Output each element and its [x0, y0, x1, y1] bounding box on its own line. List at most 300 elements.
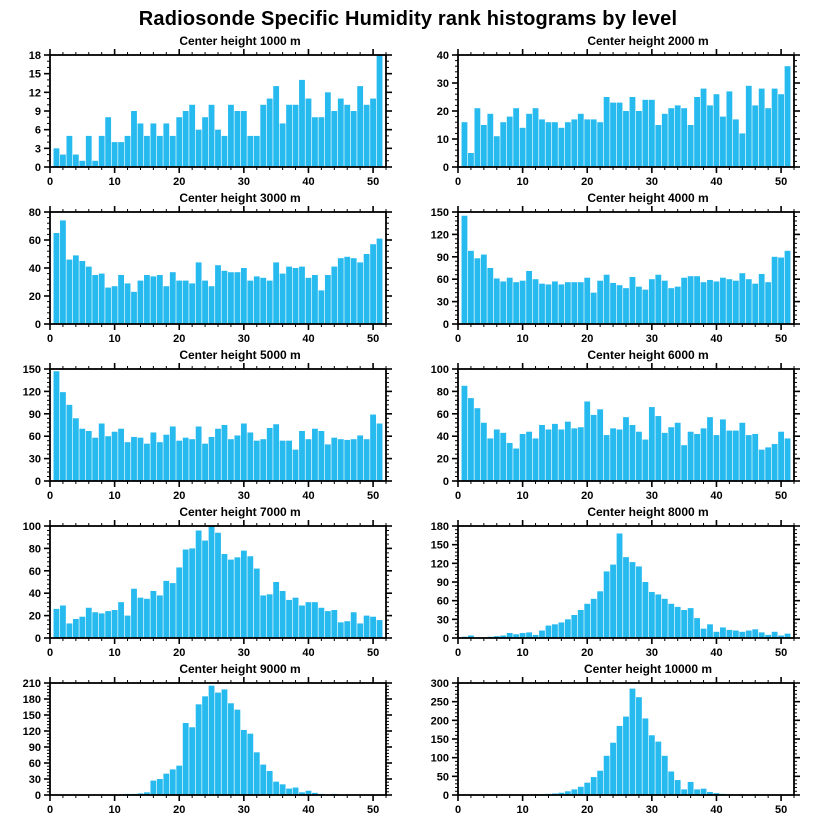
histogram-bar: [597, 122, 603, 167]
histogram-bar: [86, 608, 92, 638]
histogram-bar: [209, 105, 215, 167]
histogram-bar: [701, 789, 707, 795]
x-tick-label: 30: [237, 804, 250, 816]
histogram-bar: [558, 622, 564, 638]
histogram-bar: [157, 275, 163, 324]
histogram-bar: [513, 282, 519, 324]
histogram-bar: [533, 108, 539, 167]
histogram-bar: [733, 631, 739, 638]
histogram-bar: [681, 610, 687, 638]
histogram-bar: [500, 433, 506, 481]
histogram-bar: [617, 429, 623, 481]
histogram-bar: [714, 632, 720, 638]
histogram-bar: [701, 282, 707, 324]
histogram-bar: [351, 111, 357, 167]
histogram-bar: [507, 278, 513, 324]
histogram-bar: [513, 108, 519, 167]
y-tick-label: 0: [442, 790, 449, 802]
histogram-bar: [604, 571, 610, 638]
histogram-bar: [772, 632, 778, 638]
histogram-bar: [370, 617, 376, 638]
histogram-plot: [0, 49, 400, 189]
histogram-bar: [163, 123, 169, 167]
histogram-bar: [701, 428, 707, 481]
histogram-bar: [584, 401, 590, 481]
y-tick-label: 9: [34, 106, 41, 118]
histogram-bar: [234, 111, 240, 167]
histogram-bar: [254, 441, 260, 481]
histogram-bar: [79, 161, 85, 167]
histogram-bar: [642, 718, 648, 795]
histogram-bar: [79, 617, 85, 638]
y-tick-label: 90: [28, 408, 41, 421]
x-tick-label: 30: [645, 804, 658, 816]
histogram-bar: [157, 779, 163, 795]
histogram-bar: [694, 618, 700, 638]
histogram-bar: [99, 613, 105, 638]
histogram-bar: [60, 606, 66, 638]
histogram-bar: [293, 598, 299, 638]
histogram-bar: [170, 583, 176, 638]
x-tick-label: 40: [302, 333, 315, 345]
histogram-bar: [73, 155, 79, 167]
histogram-bar: [597, 409, 603, 481]
bars: [54, 220, 383, 324]
x-tick-label: 30: [645, 333, 658, 345]
x-tick-label: 10: [108, 490, 121, 502]
bars: [54, 55, 383, 167]
bars: [462, 66, 791, 167]
histogram-bar: [765, 282, 771, 324]
histogram-bar: [222, 136, 228, 167]
histogram-bar: [688, 276, 694, 324]
histogram-bar: [183, 111, 189, 167]
histogram-bar: [617, 726, 623, 795]
histogram-bar: [694, 97, 700, 167]
histogram-bar: [597, 591, 603, 638]
histogram-bar: [726, 630, 732, 638]
x-tick-label: 50: [774, 176, 788, 188]
y-tick-label: 100: [430, 364, 449, 376]
histogram-bar: [280, 591, 286, 638]
y-tick-label: 20: [436, 453, 449, 466]
histogram-bar: [597, 771, 603, 795]
y-tick-label: 150: [430, 539, 449, 552]
histogram-bar: [312, 275, 318, 324]
histogram-bar: [286, 600, 292, 638]
histogram-bar: [636, 697, 642, 795]
histogram-bar: [286, 105, 292, 167]
x-tick-label: 10: [108, 804, 121, 816]
histogram-bar: [202, 117, 208, 167]
histogram-bar: [765, 108, 771, 167]
histogram-bar: [254, 752, 260, 795]
histogram-bar: [170, 769, 176, 795]
histogram-bar: [617, 103, 623, 167]
x-tick-label: 30: [237, 490, 250, 502]
histogram-bar: [189, 283, 195, 324]
histogram-bar: [462, 122, 468, 167]
histogram-bar: [759, 89, 765, 167]
histogram-bar: [299, 80, 305, 167]
histogram-bar: [99, 424, 105, 481]
histogram-bar: [222, 425, 228, 481]
histogram-bar: [351, 258, 357, 324]
subplot-6000m: [408, 348, 816, 505]
histogram-bar: [636, 111, 642, 167]
histogram-bar: [364, 616, 370, 638]
histogram-bar: [377, 55, 383, 167]
histogram-bar: [241, 111, 247, 167]
x-tick-label: 0: [46, 647, 54, 659]
histogram-bar: [86, 431, 92, 481]
histogram-bar: [247, 281, 253, 324]
x-tick-label: 20: [581, 647, 594, 659]
histogram-bar: [157, 136, 163, 167]
histogram-bar: [150, 432, 156, 481]
histogram-bar: [617, 285, 623, 324]
histogram-bar: [118, 602, 124, 638]
y-tick-label: 60: [436, 274, 449, 287]
histogram-bar: [344, 257, 350, 324]
x-tick-label: 30: [237, 176, 250, 188]
x-tick-label: 10: [516, 333, 529, 345]
histogram-bar: [273, 424, 279, 481]
y-tick-label: 0: [442, 162, 449, 174]
histogram-bar: [222, 271, 228, 324]
histogram-bar: [604, 275, 610, 324]
histogram-bar: [254, 569, 260, 638]
histogram-bar: [273, 782, 279, 795]
histogram-bar: [494, 429, 500, 481]
histogram-bar: [66, 623, 72, 638]
y-tick-label: 30: [436, 296, 449, 309]
histogram-bar: [565, 422, 571, 481]
histogram-bar: [707, 105, 713, 167]
x-tick-label: 20: [581, 804, 594, 816]
histogram-bar: [267, 771, 273, 795]
y-tick-label: 60: [28, 565, 41, 578]
histogram-bar: [630, 97, 636, 167]
histogram-bar: [675, 287, 681, 324]
histogram-bar: [668, 427, 674, 481]
histogram-bar: [54, 371, 60, 481]
subplot-title: Center height 6000 m: [587, 348, 709, 362]
histogram-bar: [662, 756, 668, 795]
histogram-plot: [408, 206, 808, 346]
y-tick-label: 0: [442, 633, 449, 645]
histogram-bar: [170, 272, 176, 324]
histogram-bar: [209, 686, 215, 795]
y-tick-label: 150: [22, 710, 41, 722]
histogram-bar: [260, 595, 266, 638]
histogram-bar: [746, 86, 752, 167]
histogram-bar: [280, 123, 286, 167]
histogram-bar: [539, 425, 545, 481]
y-tick-label: 60: [28, 235, 41, 247]
histogram-bar: [565, 282, 571, 324]
histogram-plot: [408, 49, 808, 189]
y-tick-label: 0: [34, 476, 41, 488]
histogram-bar: [655, 125, 661, 167]
histogram-bar: [318, 431, 324, 481]
histogram-bar: [668, 604, 674, 638]
histogram-bar: [610, 428, 616, 481]
x-tick-label: 10: [108, 333, 121, 345]
histogram-bar: [163, 286, 169, 324]
histogram-bar: [746, 631, 752, 638]
histogram-bar: [623, 557, 629, 638]
histogram-bar: [54, 233, 60, 324]
histogram-bar: [150, 123, 156, 167]
x-tick-label: 40: [710, 333, 723, 345]
bars: [513, 689, 784, 795]
x-tick-label: 10: [516, 490, 529, 502]
histogram-bar: [707, 280, 713, 324]
histogram-bar: [377, 620, 383, 638]
histogram-bar: [293, 268, 299, 324]
x-tick-label: 50: [774, 647, 788, 659]
histogram-bar: [189, 105, 195, 167]
subplot-5000m: [0, 348, 408, 505]
histogram-bar: [630, 562, 636, 638]
histogram-bar: [247, 734, 253, 795]
histogram-bar: [228, 703, 234, 795]
histogram-bar: [357, 623, 363, 638]
histogram-bar: [759, 274, 765, 324]
y-tick-label: 180: [430, 521, 449, 533]
histogram-bar: [112, 286, 118, 324]
x-tick-label: 40: [302, 490, 315, 502]
x-tick-label: 10: [516, 176, 529, 188]
y-tick-label: 20: [28, 610, 41, 623]
histogram-bar: [739, 133, 745, 167]
histogram-bar: [138, 281, 144, 324]
histogram-bar: [578, 114, 584, 167]
histogram-bar: [746, 279, 752, 324]
y-tick-label: 100: [22, 521, 41, 533]
x-tick-label: 50: [774, 333, 788, 345]
histogram-bar: [338, 99, 344, 167]
histogram-bar: [318, 290, 324, 324]
histogram-bar: [318, 117, 324, 167]
histogram-bar: [571, 428, 577, 481]
histogram-bar: [668, 771, 674, 795]
histogram-bar: [318, 608, 324, 638]
histogram-grid: [0, 34, 816, 819]
histogram-plot: [0, 363, 400, 503]
y-tick-label: 150: [430, 734, 449, 746]
subplot-9000m: [0, 662, 408, 819]
histogram-bar: [694, 276, 700, 324]
histogram-bar: [662, 599, 668, 638]
histogram-bar: [526, 432, 532, 481]
y-tick-label: 30: [28, 774, 41, 786]
histogram-bar: [325, 611, 331, 638]
histogram-bar: [623, 111, 629, 167]
figure-title: Radiosonde Specific Humidity rank histograms by level: [138, 8, 678, 30]
histogram-bar: [228, 439, 234, 481]
histogram-bar: [144, 444, 150, 481]
histogram-bar: [707, 417, 713, 481]
histogram-bar: [234, 557, 240, 638]
histogram-bar: [163, 435, 169, 481]
bars: [462, 386, 791, 481]
histogram-bar: [293, 788, 299, 795]
x-tick-label: 20: [173, 333, 186, 345]
histogram-bar: [610, 283, 616, 324]
histogram-bar: [688, 782, 694, 795]
histogram-bar: [533, 279, 539, 324]
histogram-bar: [260, 278, 266, 324]
histogram-bar: [578, 282, 584, 324]
histogram-bar: [481, 255, 487, 324]
histogram-bar: [785, 251, 791, 324]
x-tick-label: 40: [710, 490, 723, 502]
y-tick-label: 200: [430, 715, 449, 728]
histogram-bar: [325, 275, 331, 324]
histogram-bar: [474, 108, 480, 167]
histogram-bar: [228, 560, 234, 638]
y-tick-label: 250: [430, 696, 449, 709]
histogram-bar: [662, 433, 668, 481]
histogram-bar: [785, 438, 791, 481]
histogram-bar: [552, 624, 558, 638]
histogram-bar: [267, 281, 273, 324]
histogram-bar: [610, 103, 616, 167]
bars: [462, 533, 791, 638]
subplot-title: Center height 1000 m: [179, 34, 301, 48]
histogram-plot: [408, 677, 808, 817]
histogram-bar: [552, 281, 558, 324]
histogram-bar: [280, 784, 286, 795]
y-tick-label: 210: [22, 678, 41, 690]
y-tick-label: 60: [436, 408, 449, 421]
histogram-bar: [66, 136, 72, 167]
histogram-bar: [591, 293, 597, 324]
x-tick-label: 50: [366, 333, 380, 345]
histogram-bar: [655, 594, 661, 638]
y-tick-label: 120: [22, 726, 41, 738]
histogram-bar: [125, 136, 131, 167]
x-tick-label: 40: [710, 804, 723, 816]
histogram-bar: [176, 567, 182, 638]
x-tick-label: 50: [366, 176, 380, 188]
y-tick-label: 120: [430, 558, 449, 571]
histogram-bar: [759, 450, 765, 481]
histogram-bar: [54, 609, 60, 638]
histogram-bar: [481, 125, 487, 167]
histogram-bar: [772, 444, 778, 481]
histogram-bar: [150, 591, 156, 638]
histogram-bar: [623, 417, 629, 481]
y-tick-label: 20: [28, 291, 41, 303]
y-tick-label: 100: [430, 752, 449, 765]
histogram-bar: [487, 438, 493, 481]
histogram-bar: [241, 268, 247, 324]
subplot-title: Center height 7000 m: [179, 505, 301, 519]
y-tick-label: 15: [28, 68, 41, 81]
histogram-bar: [649, 592, 655, 638]
histogram-bar: [707, 624, 713, 638]
histogram-bar: [105, 611, 111, 638]
histogram-bar: [558, 284, 564, 324]
histogram-bar: [520, 281, 526, 324]
histogram-bar: [520, 128, 526, 167]
histogram-bar: [254, 136, 260, 167]
histogram-bar: [578, 427, 584, 481]
histogram-bar: [778, 258, 784, 324]
histogram-bar: [344, 440, 350, 481]
histogram-bar: [649, 407, 655, 481]
histogram-bar: [112, 432, 118, 481]
x-tick-label: 50: [366, 804, 380, 816]
subplot-title: Center height 4000 m: [587, 191, 709, 205]
x-tick-label: 0: [46, 804, 54, 816]
y-tick-label: 30: [436, 614, 449, 627]
histogram-bar: [688, 432, 694, 481]
histogram-bar: [215, 265, 221, 324]
histogram-bar: [215, 429, 221, 481]
histogram-bar: [500, 122, 506, 167]
histogram-bar: [604, 435, 610, 481]
histogram-bar: [604, 97, 610, 167]
histogram-bar: [215, 693, 221, 795]
histogram-bar: [462, 386, 468, 481]
histogram-plot: [0, 520, 400, 660]
histogram-bar: [649, 735, 655, 795]
histogram-bar: [752, 284, 758, 324]
histogram-bar: [513, 449, 519, 481]
histogram-bar: [170, 136, 176, 167]
histogram-bar: [92, 275, 98, 324]
histogram-bar: [196, 262, 202, 324]
histogram-bar: [331, 438, 337, 481]
y-tick-label: 150: [430, 207, 449, 219]
histogram-bar: [746, 435, 752, 481]
histogram-bar: [280, 441, 286, 481]
histogram-bar: [772, 89, 778, 167]
histogram-bar: [726, 431, 732, 481]
histogram-bar: [526, 271, 532, 324]
x-tick-label: 0: [46, 490, 54, 502]
histogram-bar: [655, 416, 661, 481]
histogram-bar: [306, 278, 312, 324]
y-tick-label: 60: [28, 431, 41, 444]
histogram-bar: [591, 415, 597, 481]
histogram-bar: [733, 431, 739, 481]
histogram-bar: [370, 244, 376, 324]
histogram-bar: [565, 122, 571, 167]
histogram-bar: [338, 622, 344, 638]
histogram-bar: [546, 626, 552, 638]
histogram-bar: [105, 436, 111, 481]
histogram-bar: [474, 258, 480, 324]
histogram-plot: [0, 677, 400, 817]
subplot-4000m: [408, 191, 816, 348]
histogram-bar: [247, 556, 253, 638]
x-tick-label: 0: [454, 333, 462, 345]
y-tick-label: 80: [28, 207, 41, 219]
histogram-bar: [752, 629, 758, 638]
x-tick-label: 0: [454, 490, 462, 502]
y-tick-label: 18: [28, 50, 41, 62]
histogram-bar: [468, 153, 474, 167]
histogram-bar: [183, 438, 189, 481]
histogram-bar: [546, 429, 552, 481]
histogram-bar: [610, 565, 616, 638]
histogram-bar: [306, 602, 312, 638]
